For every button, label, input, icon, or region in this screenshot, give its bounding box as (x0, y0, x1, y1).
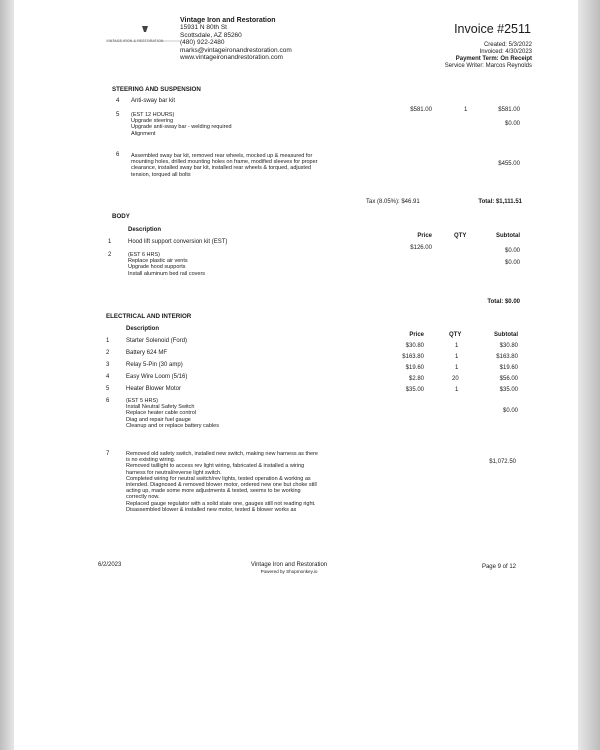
note-line: Removed old safety switch, installed new switch, making new harness as there (126, 451, 318, 457)
company-email[interactable]: marks@vintageironandrestoration.com (180, 46, 292, 54)
note-line: tension, torqued all bolts (131, 171, 191, 178)
photo-frame-right (578, 0, 600, 750)
item-subtotal: $0.00 (504, 260, 520, 266)
item-number: 3 (106, 362, 110, 368)
item-number: 6 (106, 398, 110, 404)
company-name: Vintage Iron and Restoration (180, 17, 276, 24)
item-subtotal: $35.00 (499, 387, 518, 393)
invoice-invoiced: Invoiced: 4/30/2023 (479, 48, 532, 55)
section-total: Total: $0.00 (487, 299, 520, 305)
company-logo (106, 26, 182, 48)
item-description: Easy Wire Loom (5/16) (126, 374, 188, 380)
invoice-meta (445, 42, 532, 70)
note-line: correctly now. (126, 494, 160, 501)
item-subtotal: $163.80 (496, 354, 518, 360)
note-line: (EST 5 HRS) (126, 398, 158, 404)
note-line: mounting holes, drilled mounting holes on frame, modified sleeves for proper (131, 159, 318, 166)
note-line: acting up, made some more adjustments & tested, seems to be working (126, 488, 301, 495)
note-line: clearance, installed sway bar kit, installed rear wheels & torqued, adjusted (131, 165, 312, 172)
invoice-page (14, 0, 578, 750)
item-qty: 1 (455, 343, 459, 349)
item-description: Anti-sway bar kit (131, 98, 176, 104)
item-notes (126, 451, 318, 513)
item-subtotal: $30.80 (499, 343, 518, 349)
company-website[interactable]: www.vintageironandrestoration.com (180, 54, 283, 62)
note-line: Install aluminum bed rail covers (128, 270, 206, 277)
column-header-subtotal: Subtotal (494, 332, 518, 338)
item-number: 6 (116, 152, 120, 158)
section-title-electrical: ELECTRICAL AND INTERIOR (106, 313, 192, 320)
note-line: (EST 6 HRS) (128, 252, 160, 258)
item-number: 1 (108, 239, 112, 245)
note-line: intended. Diagnosed & removed blower motor, ordered new one but choke still (126, 482, 317, 489)
item-notes (131, 112, 232, 137)
footer-powered-by: Powered by Shopmonkey.io (260, 569, 318, 574)
column-header-description: Description (128, 227, 162, 233)
note-line: Install Neutral Safety Switch (126, 404, 195, 411)
footer-date: 6/2/2023 (98, 562, 122, 568)
note-line: Upgrade hood supports (128, 264, 186, 271)
section-title-body: BODY (112, 213, 130, 220)
footer-company: Vintage Iron and Restoration (250, 562, 328, 568)
item-notes (131, 153, 318, 178)
item-qty: 1 (455, 387, 459, 393)
item-price: $581.00 (410, 107, 432, 113)
invoice-service-writer: Service Writer: Marcos Reynolds (444, 62, 532, 69)
item-number: 1 (106, 338, 110, 344)
company-address2: Scottsdale, AZ 85260 (180, 31, 242, 39)
invoice-payment-term: Payment Term: On Receipt (455, 55, 532, 62)
note-line: Replace heater cable control (126, 410, 197, 417)
item-subtotal: $56.00 (499, 376, 518, 382)
photo-frame-left (0, 0, 14, 750)
note-line: harness for neutral/reverse light switch. (126, 469, 222, 476)
item-number: 5 (106, 386, 110, 392)
note-line: Diag and repair fuel gauge (126, 416, 191, 423)
note-line: is no existing wiring. (126, 457, 176, 464)
item-price: $35.00 (405, 387, 424, 393)
item-price: $126.00 (410, 245, 432, 251)
column-header-price: Price (409, 332, 424, 338)
column-header-subtotal: Subtotal (496, 233, 520, 239)
section-tax: Tax (8.05%): $46.91 (366, 199, 420, 205)
item-subtotal: $0.00 (502, 408, 518, 414)
item-number: 4 (116, 98, 120, 104)
section-total: Total: $1,111.51 (478, 199, 522, 205)
item-qty: 1 (455, 354, 459, 360)
note-line: Replace plastic air vents (128, 258, 188, 265)
item-subtotal: $19.60 (499, 365, 518, 371)
note-line: Completed wiring for neutral switch/rev lights, tested operation & working as (126, 475, 311, 482)
note-line: Replaced gauge regulator with a solid state one, gauges still not reading right. (126, 500, 316, 507)
note-line: (EST 12 HOURS) (131, 112, 175, 118)
column-header-qty: QTY (454, 233, 467, 239)
section-title-steering: STEERING AND SUSPENSION (112, 86, 201, 93)
item-number: 2 (108, 252, 112, 258)
item-number: 2 (106, 350, 110, 356)
item-qty: 1 (455, 365, 459, 371)
column-header-qty: QTY (449, 332, 462, 338)
company-info (180, 17, 292, 61)
column-header-price: Price (417, 233, 432, 239)
item-number: 4 (106, 374, 110, 380)
logo-text: VINTAGE IRON & RESTORATION (106, 39, 164, 43)
item-price: $30.80 (405, 343, 424, 349)
column-header-description: Description (126, 326, 160, 332)
note-line: Cleanup and or replace battery cables (126, 422, 219, 429)
item-subtotal: $455.00 (498, 161, 520, 167)
invoice-created: Created: 5/3/2022 (483, 42, 532, 48)
item-description: Hood lift support conversion kit (EST) (128, 239, 228, 245)
note-line: Disassembled blower & installed new motor, tested & blower works as (126, 506, 297, 513)
item-description: Starter Solenoid (Ford) (126, 338, 188, 344)
item-number: 7 (106, 451, 110, 457)
item-price: $163.80 (402, 354, 424, 360)
item-subtotal: $1,072.50 (489, 459, 516, 465)
note-line: Assembled sway bar kit, removed rear wheels, mocked up & measured for (131, 153, 313, 159)
item-subtotal: $0.00 (504, 121, 520, 127)
item-notes (128, 252, 205, 277)
footer-center (214, 562, 364, 575)
note-line: Upgrade steering (131, 118, 174, 125)
item-number: 5 (116, 112, 120, 118)
item-notes (126, 398, 219, 429)
invoice-title: Invoice #2511 (454, 22, 531, 36)
item-qty: 20 (452, 376, 459, 382)
item-description: Heater Blower Motor (126, 386, 182, 392)
item-description: Battery 624 MF (126, 350, 168, 356)
note-line: Alignment (131, 130, 156, 137)
item-price: $19.60 (405, 365, 424, 371)
anvil-logo-icon (106, 26, 182, 48)
note-line: Upgrade anti-sway bar - welding required (131, 124, 232, 131)
company-phone: (480) 922-2480 (180, 39, 225, 47)
item-qty: 1 (464, 107, 468, 113)
item-description: Relay 5-Pin (30 amp) (126, 362, 183, 368)
item-subtotal: $0.00 (504, 248, 520, 254)
note-line: Removed taillight to access rev light wiring, fabricated & installed a wiring (126, 463, 305, 470)
footer-page-number: Page 9 of 12 (481, 564, 516, 570)
item-price: $2.80 (408, 376, 424, 382)
item-subtotal: $581.00 (498, 107, 520, 113)
company-address1: 15931 N 80th St (180, 24, 227, 32)
